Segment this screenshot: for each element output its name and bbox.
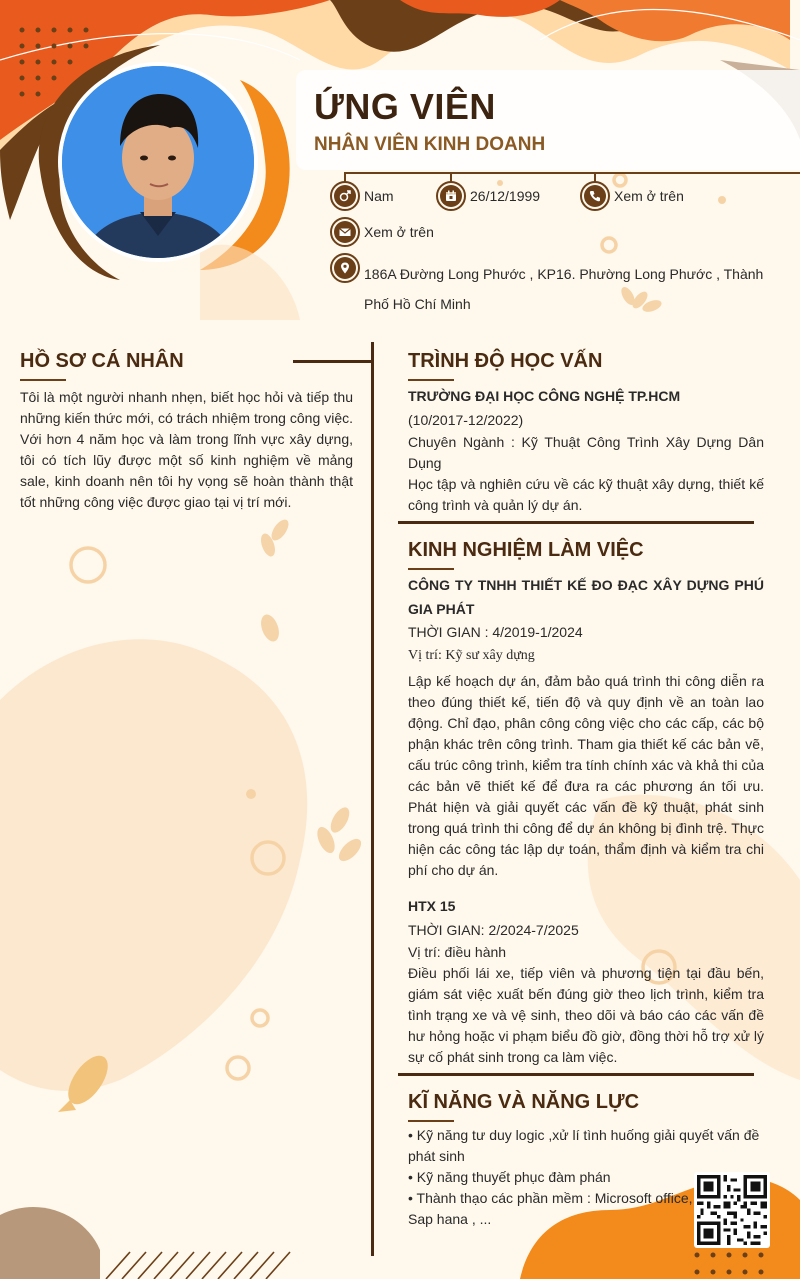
profile-photo xyxy=(62,66,254,258)
profile-section-title: HỒ SƠ CÁ NHÂN xyxy=(20,350,184,372)
contact-email xyxy=(330,217,434,247)
email-text: Xem ở trên xyxy=(364,224,434,240)
experience-title-underline xyxy=(408,568,454,570)
section-divider xyxy=(398,1073,754,1076)
education-title-underline xyxy=(408,379,454,381)
birthdate-text: 26/12/1999 xyxy=(470,188,541,204)
profile-photo-frame xyxy=(58,62,258,262)
job-time: THỜI GIAN: 2/2024-7/2025 xyxy=(408,922,579,938)
job-position: Vị trí: Kỹ sư xây dựng xyxy=(408,648,535,663)
education-major: Chuyên Ngành : Kỹ Thuật Công Trình Xây Dựng Dân Dụng xyxy=(408,434,764,471)
job-time: THỜI GIAN : 4/2019-1/2024 xyxy=(408,624,583,640)
job-company: CÔNG TY TNHH THIẾT KẾ ĐO ĐẠC XÂY DỰNG PHÚ GIA PHÁT xyxy=(408,577,764,617)
skill-item: • Kỹ năng tư duy logic ,xử lí tình huống giải quyết vấn đề phát sinh xyxy=(408,1127,760,1164)
contact-birthdate xyxy=(436,181,540,211)
gender-icon xyxy=(330,181,360,211)
profile-connector-line xyxy=(293,360,373,363)
skill-item: • Thành thạo các phần mềm : Microsoft office, Sap hana , ... xyxy=(408,1190,693,1227)
avatar xyxy=(62,66,254,258)
address-text: 186A Đường Long Phước , KP16. Phường Long Phước , Thành Phố Hồ Chí Minh xyxy=(364,266,764,312)
contact-location xyxy=(330,253,364,283)
gender-text: Nam xyxy=(364,188,394,204)
skills-section-title: KĨ NĂNG VÀ NĂNG LỰC xyxy=(408,1091,640,1113)
experience-section-title: KINH NGHIỆM LÀM VIỆC xyxy=(408,539,644,561)
candidate-name: ỨNG VIÊN xyxy=(314,86,496,127)
education-period: (10/2017-12/2022) xyxy=(408,412,524,428)
contact-phone xyxy=(580,181,684,211)
mail-icon xyxy=(330,217,360,247)
profile-title-underline xyxy=(20,379,66,381)
education-section-title: TRÌNH ĐỘ HỌC VẤN xyxy=(408,350,603,372)
job-description: Lập kế hoạch dự án, đảm bảo quá trình thi công diễn ra theo đúng thiết kế, tiến độ và quy định về an toàn lao động. Chỉ đạo, phân công công việc cho các cấp, các bộ phận khác trên công trình. Tham gia thiết kế các bản vẽ, cấu trúc công trình, kiểm tra tính chính xác và khả thi của các bản vẽ thiết kế để đưa ra các phương án tối ưu. Phát hiện và giải quyết các vấn đề kỹ thuật, phát sinh trong quá trình thi công để dự án không bị đình trệ. Thực hiện các công tác lập dự toán, thẩm định và kiểm tra chi phí cho dự án. xyxy=(408,673,764,878)
location-icon xyxy=(330,253,360,283)
column-divider xyxy=(371,342,374,1256)
calendar-icon xyxy=(436,181,466,211)
skills-title-underline xyxy=(408,1120,454,1122)
education-school: TRƯỜNG ĐẠI HỌC CÔNG NGHỆ TP.HCM xyxy=(408,388,681,404)
header-divider xyxy=(344,172,800,174)
contact-gender xyxy=(330,181,394,211)
job-position: Vị trí: điều hành xyxy=(408,944,507,960)
skill-item: • Kỹ năng thuyết phục đàm phán xyxy=(408,1169,611,1185)
phone-text: Xem ở trên xyxy=(614,188,684,204)
profile-text: Tôi là một người nhanh nhẹn, biết học hỏi và tiếp thu những kiến thức mới, có trách nhiệm trong công việc. Với hơn 4 năm học và làm trong lĩnh vực xây dựng, tôi có tích lũy được một số kinh nghiệm về mảng sale, kinh doanh nên tôi hy vọng sẽ hoàn thành thật tốt những công việc được giao tại vị trí mới. xyxy=(20,389,353,510)
phone-icon xyxy=(580,181,610,211)
section-divider xyxy=(398,521,754,524)
candidate-role: NHÂN VIÊN KINH DOANH xyxy=(314,134,546,155)
qr-code-icon xyxy=(694,1172,770,1248)
job-company: HTX 15 xyxy=(408,898,456,914)
education-description: Học tập và nghiên cứu về các kỹ thuật xây dựng, thiết kế công trình và quản lý dự án. xyxy=(408,476,764,513)
job-description: Điều phối lái xe, tiếp viên và phương tiện tại đầu bến, giám sát việc xuất bến đúng giờ theo lịch trình, kiểm tra tình trạng xe và vệ sinh, theo dõi và báo cáo các vấn đề hư hỏng hoặc vi phạm biểu đồ giờ, đồng thời hỗ trợ xử lý sự cố phát sinh trong ca làm việc. xyxy=(408,965,764,1065)
